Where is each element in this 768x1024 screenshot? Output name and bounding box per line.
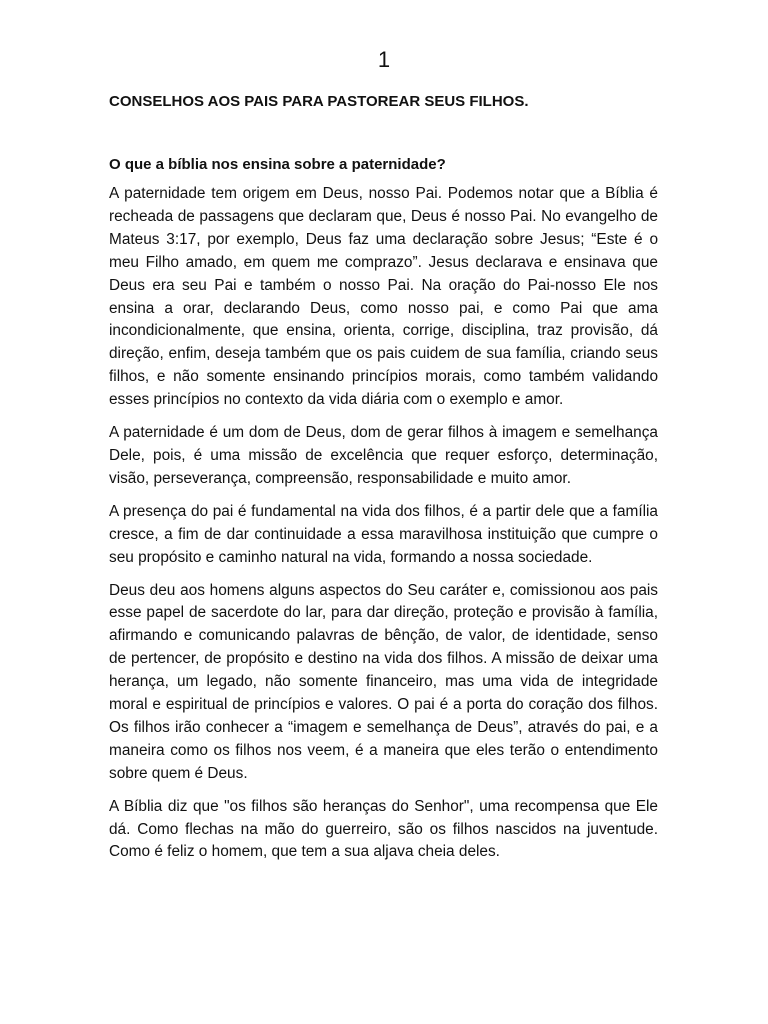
paragraph-priest-of-home: Deus deu aos homens alguns aspectos do Seu caráter e, comissionou aos pais esse papel de sacerdote do lar, para dar direção, proteção e provisão à família, afirmando e comunicando palavras de bênção, de valor, de identidade, senso de pertencer, de propósito e destino na vida dos filhos. A missão de deixar uma herança, um legado, não somente financeiro, mas uma vida de integridade moral e espiritual de princípios e valores. O pai é a porta do coração dos filhos. Os filhos irão conhecer a “imagem e semelhança de Deus”, através do pai, e a maneira como os filhos nos veem, é a maneira que eles terão o entendimento sobre quem é Deus. xyxy=(109,581,658,782)
paragraph-children-inheritance: A Bíblia diz que "os filhos são heranças do Senhor", uma recompensa que Ele dá. Como flechas na mão do guerreiro, são os filhos nascidos na juventude. Como é feliz o homem, que tem a sua aljava cheia deles. xyxy=(109,797,658,861)
page-content xyxy=(109,90,658,874)
document-title: CONSELHOS AOS PAIS PARA PASTOREAR SEUS FILHOS. xyxy=(109,93,529,110)
paragraph-list xyxy=(109,183,658,864)
paragraph-origin-of-fatherhood: A paternidade tem origem em Deus, nosso Pai. Podemos notar que a Bíblia é recheada de passagens que declaram que, Deus é nosso Pai. No evangelho de Mateus 3:17, por exemplo, Deus faz uma declaração sobre Jesus; “Este é o meu Filho amado, em quem me comprazo”. Jesus declarava e ensinava que Deus era seu Pai e também o nosso Pai. Na oração do Pai-nosso Ele nos ensina a orar, declarando Deus, como nosso pai, e como Pai que ama incondicionalmente, que ensina, orienta, corrige, disciplina, traz provisão, dá direção, enfim, deseja também que os pais cuidem de sua família, criando seus filhos, e não somente ensinando princípios morais, como também validando esses princípios no contexto da vida diária com o exemplo e amor. xyxy=(109,185,658,409)
paragraph-father-presence: A presença do pai é fundamental na vida dos filhos, é a partir dele que a família cresce, a fim de dar continuidade a essa maravilhosa instituição que cumpre o seu propósito e caminho natural na vida, formando a nossa sociedade. xyxy=(109,502,658,566)
section-heading: O que a bíblia nos ensina sobre a paternidade? xyxy=(109,156,446,173)
paragraph-gift-of-god: A paternidade é um dom de Deus, dom de gerar filhos à imagem e semelhança Dele, pois, é uma missão de excelência que requer esforço, determinação, visão, perseverança, compreensão, responsabilidade e muito amor. xyxy=(109,424,658,487)
page-number: 1 xyxy=(377,47,391,72)
